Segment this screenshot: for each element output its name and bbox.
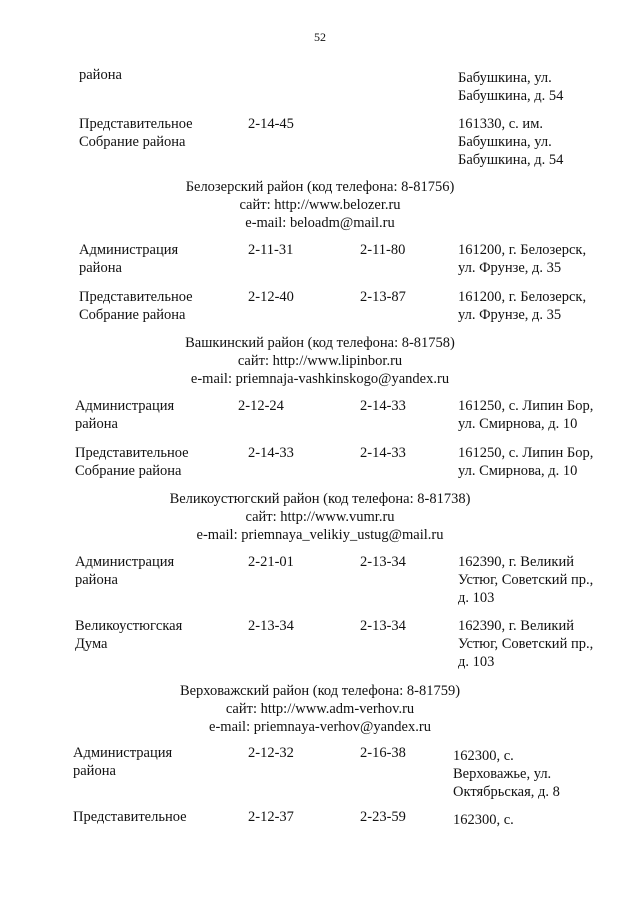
- address-line: д. 103: [458, 590, 495, 606]
- org-name-line: района: [75, 416, 118, 432]
- district-site: сайт: http://www.lipinbor.ru: [237, 353, 403, 369]
- address-line: 161250, с. Липин Бор,: [458, 398, 594, 414]
- phone-secondary: 2-23-59: [360, 809, 406, 825]
- address-line: Бабушкина, д. 54: [458, 88, 564, 104]
- address-line: Бабушкина, ул.: [458, 70, 552, 86]
- district-site: сайт: http://www.belozer.ru: [239, 197, 401, 213]
- org-name-line: Администрация: [75, 398, 175, 414]
- org-name-line: Представительное: [75, 445, 189, 461]
- org-name-line: Представительное: [73, 809, 187, 825]
- phone-secondary: 2-13-34: [360, 618, 406, 634]
- phone-secondary: 2-11-80: [360, 242, 406, 258]
- address-line: ул. Смирнова, д. 10: [458, 463, 578, 479]
- org-name-line: Собрание района: [79, 134, 186, 150]
- district-title: Верховажский район (код телефона: 8-81759): [179, 683, 461, 699]
- phone-primary: 2-13-34: [248, 618, 294, 634]
- org-name-line: района: [79, 260, 122, 276]
- phone-primary: 2-14-45: [248, 116, 294, 132]
- address-line: 161250, с. Липин Бор,: [458, 445, 594, 461]
- org-name-line: района: [73, 763, 116, 779]
- org-name-line: Администрация: [75, 554, 175, 570]
- district-heading: [0, 334, 640, 388]
- address-line: 161330, с. им.: [458, 116, 543, 132]
- org-name-line: Дума: [75, 636, 108, 652]
- address-line: 162300, с.: [453, 812, 514, 828]
- address-line: Октябрьская, д. 8: [453, 784, 560, 800]
- address-line: Бабушкина, д. 54: [458, 152, 564, 168]
- phone-secondary: 2-14-33: [360, 398, 406, 414]
- phone-secondary: 2-16-38: [360, 745, 406, 761]
- district-email: e-mail: beloadm@mail.ru: [245, 215, 395, 231]
- org-name-line: Администрация: [79, 242, 179, 258]
- phone-secondary: 2-14-33: [360, 445, 406, 461]
- address-line: ул. Смирнова, д. 10: [458, 416, 578, 432]
- org-name-line: района: [75, 572, 118, 588]
- address-line: 162390, г. Великий: [458, 618, 574, 634]
- district-title: Белозерский район (код телефона: 8-81756): [185, 179, 455, 195]
- phone-primary: 2-12-24: [238, 398, 284, 414]
- address-line: 161200, г. Белозерск,: [458, 289, 587, 305]
- district-heading: [0, 682, 640, 736]
- address-line: ул. Фрунзе, д. 35: [458, 307, 562, 323]
- district-email: e-mail: priemnaja-vashkinskogo@yandex.ru: [190, 371, 450, 387]
- org-name-line: Администрация: [73, 745, 173, 761]
- org-name-line: Представительное: [79, 289, 193, 305]
- address-line: 162300, с.: [453, 748, 514, 764]
- org-name-line: Собрание района: [75, 463, 182, 479]
- phone-primary: 2-12-40: [248, 289, 294, 305]
- address-line: Бабушкина, ул.: [458, 134, 552, 150]
- address-line: Верховажье, ул.: [453, 766, 552, 782]
- phone-primary: 2-12-32: [248, 745, 294, 761]
- org-name-line: Великоустюгская: [75, 618, 183, 634]
- address-line: ул. Фрунзе, д. 35: [458, 260, 562, 276]
- address-line: Устюг, Советский пр.,: [458, 636, 594, 652]
- phone-secondary: 2-13-87: [360, 289, 406, 305]
- address-line: 162390, г. Великий: [458, 554, 574, 570]
- phone-primary: 2-12-37: [248, 809, 294, 825]
- page-number: 52: [314, 30, 326, 44]
- phone-secondary: 2-13-34: [360, 554, 406, 570]
- district-heading: [0, 178, 640, 232]
- org-name-line: Собрание района: [79, 307, 186, 323]
- address-line: 161200, г. Белозерск,: [458, 242, 587, 258]
- address-line: д. 103: [458, 654, 495, 670]
- district-heading: [0, 490, 640, 544]
- address-line: Устюг, Советский пр.,: [458, 572, 594, 588]
- district-site: сайт: http://www.adm-verhov.ru: [225, 701, 415, 717]
- phone-primary: 2-14-33: [248, 445, 294, 461]
- district-email: e-mail: priemnaya_velikiy_ustug@mail.ru: [196, 527, 444, 543]
- org-name-line: района: [79, 67, 122, 83]
- district-email: e-mail: priemnaya-verhov@yandex.ru: [209, 719, 431, 735]
- org-name-line: Представительное: [79, 116, 193, 132]
- phone-primary: 2-21-01: [248, 554, 294, 570]
- district-title: Вашкинский район (код телефона: 8-81758): [185, 335, 455, 351]
- phone-primary: 2-11-31: [248, 242, 294, 258]
- district-site: сайт: http://www.vumr.ru: [245, 509, 395, 525]
- district-title: Великоустюгский район (код телефона: 8-81738): [169, 491, 471, 507]
